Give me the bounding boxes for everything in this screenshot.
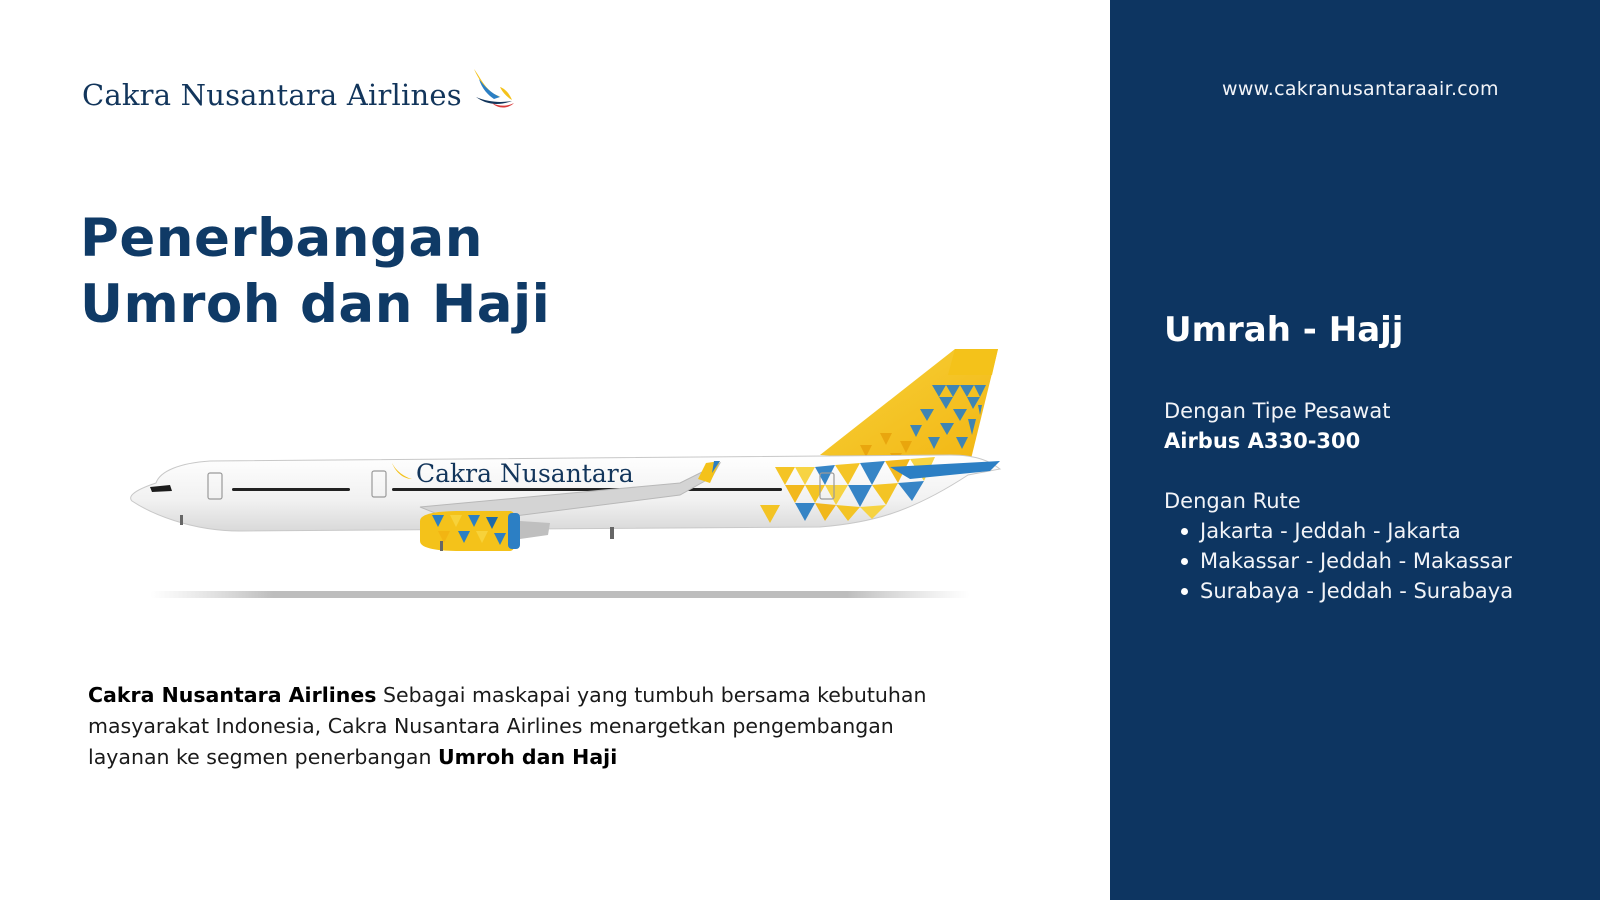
intro-brand: Cakra Nusantara Airlines <box>88 683 377 707</box>
route-item: Makassar - Jeddah - Makassar <box>1200 546 1513 576</box>
logo-text: Cakra Nusantara Airlines <box>82 78 462 112</box>
route-label: Dengan Rute <box>1164 489 1301 513</box>
airplane-illustration <box>120 345 1030 625</box>
page-headline <box>80 206 550 338</box>
aircraft-label: Dengan Tipe Pesawat <box>1164 399 1391 423</box>
panel-title: Umrah - Hajj <box>1164 310 1404 350</box>
airline-logo <box>82 70 516 120</box>
route-info <box>1164 486 1513 606</box>
intro-highlight: Umroh dan Haji <box>438 745 618 769</box>
website-link[interactable]: www.cakranusantaraair.com <box>1222 78 1499 100</box>
route-list <box>1164 516 1513 606</box>
fuselage-brand-text: Cakra Nusantara <box>416 459 634 488</box>
headline-line-2: Umroh dan Haji <box>80 274 551 335</box>
aircraft-info <box>1164 396 1390 456</box>
intro-paragraph <box>88 680 958 773</box>
bird-logo-icon <box>470 67 516 113</box>
intro-text: Sebagai maskapai yang tumbuh bersama kebutuhan masyarakat Indonesia, Cakra Nusantara Airlines menargetkan pengembangan layanan ke segmen penerbangan <box>88 683 927 769</box>
route-item: Jakarta - Jeddah - Jakarta <box>1200 516 1513 546</box>
headline-line-1: Penerbangan <box>80 208 483 269</box>
info-panel <box>1110 0 1600 900</box>
route-item: Surabaya - Jeddah - Surabaya <box>1200 576 1513 606</box>
aircraft-value: Airbus A330-300 <box>1164 429 1361 453</box>
